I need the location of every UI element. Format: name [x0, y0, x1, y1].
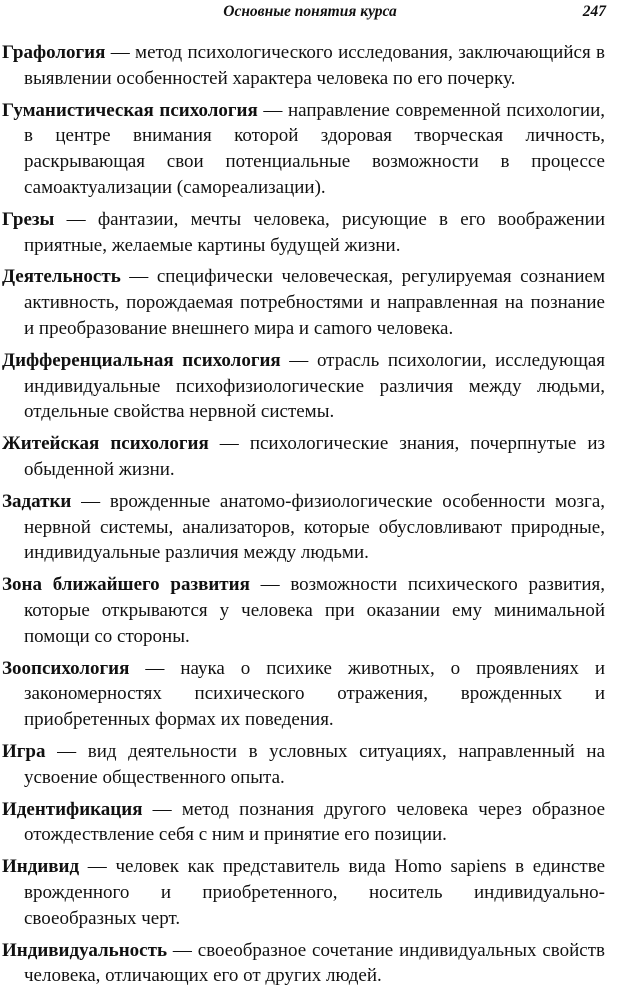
glossary-entry: Зона ближайшего развития — возможности психического развития, которые открываются у человека при оказании ему минимальной помощи со стороны. — [2, 574, 606, 647]
glossary-definition: специфически человеческая, регулируемая сознанием активность, порождаемая потребностями и направленная на познание и преобразование внешнего мира и саmого человека. — [24, 266, 605, 339]
glossary-term: Графология — [2, 42, 106, 63]
glossary-entry: Зоопсихология — наука о психике животных, о проявлениях и закономерностях психического отражения, врожденных и приобретенных формах их поведения. — [2, 657, 606, 731]
page-number: 247 — [582, 3, 606, 20]
glossary-term: Идентификация — [2, 798, 143, 820]
glossary-definition: психологические знания, почерпнутые из обыденной жизни. — [24, 433, 606, 480]
glossary-entry: Игра — вид деятельности в условных ситуациях, направленный на усвоение общественного опыта. — [2, 740, 606, 788]
glossary-definition: направление современной психологии, в центре внимания которой здоровая творческая личность, раскрывающая свои потенциальные возможности в процессе самоактуализации (самореализации). — [24, 99, 606, 198]
glossary-term: Зоопсихология — [2, 657, 130, 679]
glossary-definition: своеобразное сочетание индивидуальных свойств человека, отличающих его от других людей. — [24, 939, 606, 987]
glossary-entry: Индивид — человек как представитель вида Homo sapiens в единстве врожденного и приобретенного, носитель индивидуально-своеобразных черт. — [2, 856, 606, 929]
glossary-term: Задатки — [2, 490, 72, 512]
glossary-term: Дифференциальная психология — [2, 349, 281, 371]
glossary-definition: метод психологического исследования, заключающийся в выявлении особенностей характера человека по его почерку. — [24, 42, 605, 89]
glossary-term: Зона ближайшего развития — [2, 574, 250, 596]
glossary-definition: вид деятельности в условных ситуациях, направленный на усвоение общественного опыта. — [24, 740, 606, 788]
page-header — [0, 2, 620, 26]
glossary-term: Деятельность — [2, 266, 121, 288]
glossary-entry: Задатки — врожденные анатомо-физиологические особенности мозга, нервной системы, анализаторов, которые обусловливают природные, индивидуальные различия между людьми. — [2, 490, 606, 564]
glossary-definition: человек как представитель вида Homo sapiens в единстве врожденного и приобретенного, носитель индивидуально-своеобразных черт. — [24, 856, 606, 929]
glossary-term: Гуманистическая психология — [2, 99, 258, 121]
glossary-definition: отрасль психологии, исследующая индивидуальные психофизиологические различия между людьми, отдельные свойства нервной системы. — [24, 349, 605, 423]
glossary-entry: Грезы — фантазии, мечты человека, рисующие в его воображении приятные, желаемые картины будущей жизни. — [2, 208, 606, 256]
glossary-definition: фантазии, мечты человека, рисующие в его воображении приятные, желаемые картины будущей жизни. — [24, 208, 606, 256]
glossary-term: Игра — [2, 740, 46, 762]
glossary-definition: метод познания другого человека через образное отождествление себя с ним и принятие его позиции. — [24, 798, 605, 846]
glossary-term: Грезы — [2, 208, 55, 230]
glossary-term: Индивидуальность — [2, 939, 167, 961]
glossary-entry: Дифференциальная психология — отрасль психологии, исследующая индивидуальные психофизиологические различия между людьми, отдельные свойства нервной системы. — [2, 349, 605, 423]
glossary-entry: Индивидуальность — своеобразное сочетание индивидуальных свойств человека, отличающих его от других людей. — [2, 939, 606, 987]
glossary-entry: Деятельность — специфически человеческая, регулируемая сознанием активность, порождаемая потребностями и направленная на познание и преобразование внешнего мира и саmого человека. — [2, 266, 605, 339]
glossary-entry: Гуманистическая психология — направление современной психологии, в центре внимания которой здоровая творческая личность, раскрывающая свои потенциальные возможности в процессе самоактуализации (самореализации). — [2, 99, 606, 198]
glossary-entry: Идентификация — метод познания другого человека через образное отождествление себя с ним и принятие его позиции. — [2, 798, 605, 846]
glossary-term: Индивид — [2, 856, 80, 878]
glossary-list — [2, 40, 605, 995]
running-title: Основные понятия курса — [223, 3, 397, 20]
glossary-definition: возможности психического развития, которые открываются у человека при оказании ему минимальной помощи со стороны. — [24, 574, 606, 647]
glossary-entry: Графология — метод психологического исследования, заключающийся в выявлении особенностей характера человека по его почерку. — [2, 42, 605, 89]
glossary-entry: Житейская психология — психологические знания, почерпнутые из обыденной жизни. — [2, 433, 606, 480]
glossary-term: Житейская психология — [2, 433, 209, 455]
glossary-definition: врожденные анатомо-физиологические особенности мозга, нервной системы, анализаторов, которые обусловливают природные, индивидуальные различия между людьми. — [24, 490, 606, 564]
glossary-definition: наука о психике животных, о проявлениях и закономерностях психического отражения, врожденных и приобретенных формах их поведения. — [24, 657, 606, 731]
